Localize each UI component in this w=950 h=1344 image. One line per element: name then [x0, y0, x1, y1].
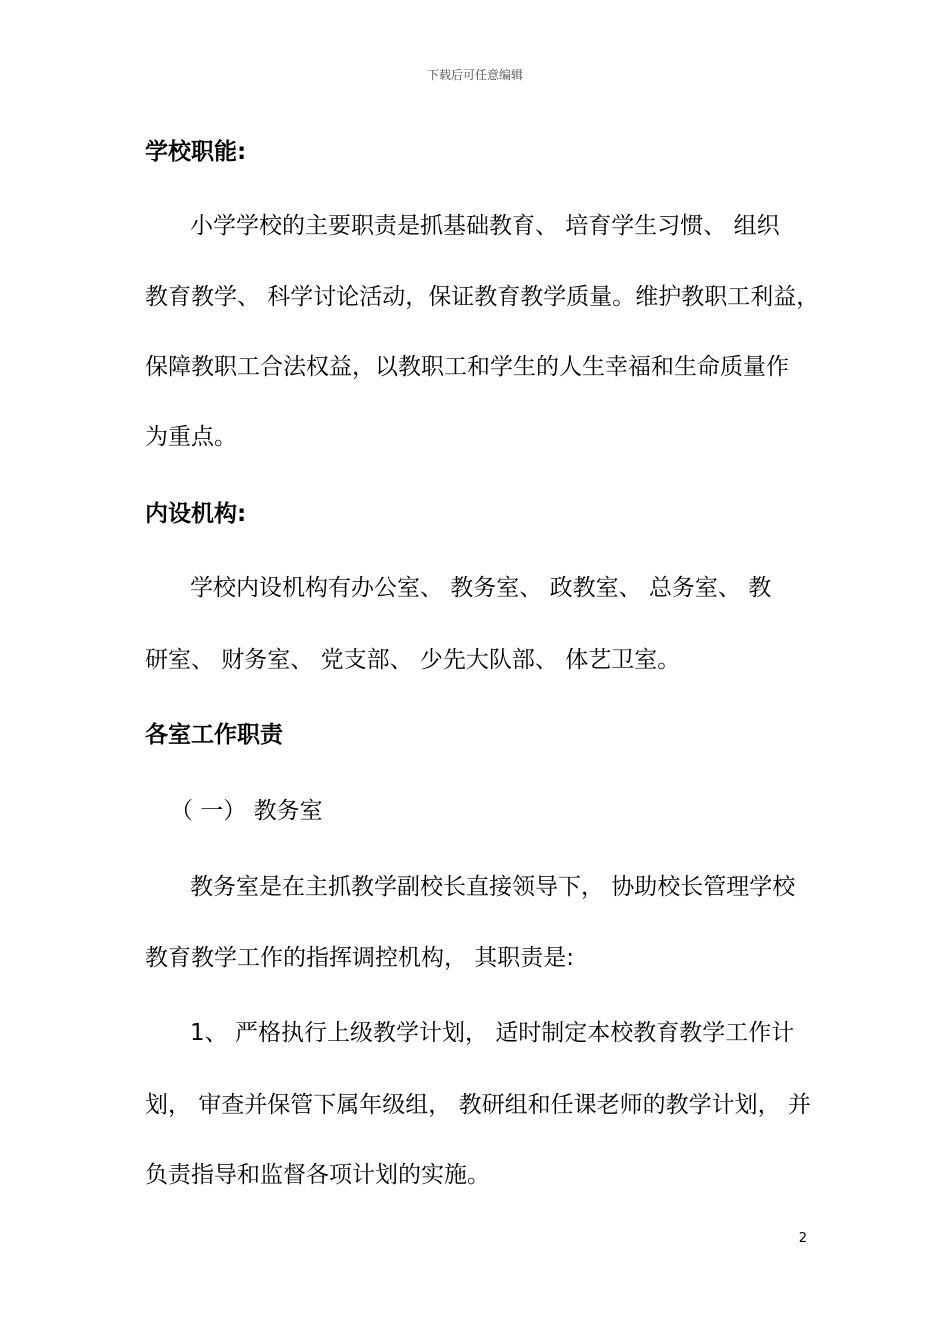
paragraph-line: 教务室是在主抓教学副校长直接领导下， 协助校长管理学校 — [190, 874, 796, 900]
paragraph-line: 保障教职工合法权益，以教职工和学生的人生幸福和生命质量作 — [145, 354, 789, 380]
paragraph-line: 为重点。 — [145, 424, 237, 450]
paragraph-line: 小学学校的主要职责是抓基础教育、 培育学生习惯、 组织 — [190, 213, 780, 239]
subsection-title-academic-office: （ 一） 教务室 — [170, 798, 323, 824]
paragraph-line: 教育教学工作的指挥调控机构， 其职责是: — [145, 945, 575, 971]
paragraph-line: 负责指导和监督各项计划的实施。 — [145, 1162, 490, 1188]
page-number: 2 — [798, 1231, 807, 1246]
section-title-office-duties: 各室工作职责 — [145, 722, 283, 748]
paragraph-line: 研室、 财务室、 党支部、 少先大队部、 体艺卫室。 — [145, 647, 681, 673]
paragraph-line: 教育教学、 科学讨论活动，保证教育教学质量。维护教职工利益， — [145, 284, 820, 310]
paragraph-line: 1、 严格执行上级教学计划， 适时制定本校教育教学工作计 — [190, 1020, 795, 1046]
section-title-internal-organization: 内设机构: — [145, 501, 247, 527]
section-title-school-functions: 学校职能: — [145, 139, 247, 165]
paragraph-line: 划， 审查并保管下属年级组， 教研组和任课老师的教学计划， 并 — [145, 1092, 811, 1118]
paragraph-line: 学校内设机构有办公室、 教务室、 政教室、 总务室、 教 — [190, 575, 772, 601]
page-header: 下载后可任意编辑 — [426, 68, 523, 82]
